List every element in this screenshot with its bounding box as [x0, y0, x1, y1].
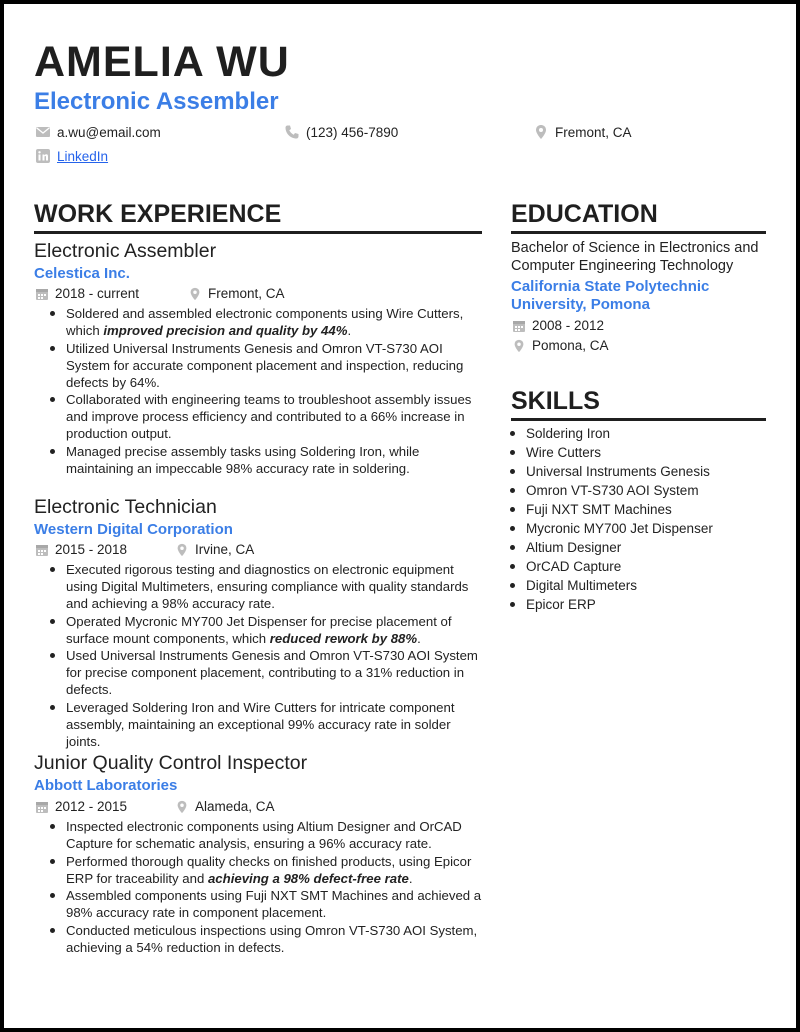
job-dates	[35, 542, 127, 557]
job-location	[175, 799, 275, 814]
bullet-item: Managed precise assembly tasks using Soldering Iron, while maintaining an impeccable 98% accuracy rate in soldering.	[66, 443, 484, 477]
skill-item: Epicor ERP	[526, 595, 713, 614]
skill-item: Altium Designer	[526, 538, 713, 557]
education-heading: EDUCATION	[511, 200, 766, 234]
degree: Bachelor of Science in Electronics and Computer Engineering Technology	[511, 240, 759, 274]
calendar-icon	[35, 287, 49, 301]
dates-text: 2008 - 2012	[532, 318, 605, 333]
skill-item: Fuji NXT SMT Machines	[526, 500, 713, 519]
map-pin-icon	[512, 339, 526, 353]
phone-icon	[284, 124, 300, 140]
skill-item: Digital Multimeters	[526, 576, 713, 595]
skill-item: Omron VT-S730 AOI System	[526, 481, 713, 500]
bullet-item: Inspected electronic components using Altium Designer and OrCAD Capture for schematic analysis, ensuring a 96% accuracy rate.	[66, 818, 484, 852]
education-location	[512, 338, 609, 353]
skills-heading: SKILLS	[511, 387, 766, 421]
education-dates	[512, 318, 604, 333]
linkedin-link[interactable]: LinkedIn	[57, 148, 109, 164]
bullet-item: Collaborated with engineering teams to troubleshoot assembly issues and improve process efficiency and contributed to a 66% increase in production output.	[66, 391, 484, 442]
job-bullets	[66, 561, 484, 750]
linkedin-icon	[35, 148, 51, 164]
skill-item: Wire Cutters	[526, 443, 713, 462]
bullet-item: Soldered and assembled electronic components using Wire Cutters, which improved precision and quality by 44%.	[66, 305, 484, 339]
calendar-icon	[35, 543, 49, 557]
job-title: Electronic Assembler	[34, 240, 217, 262]
company-name: Abbott Laboratories	[34, 777, 178, 794]
company-name: Western Digital Corporation	[34, 521, 233, 538]
skill-item: OrCAD Capture	[526, 557, 713, 576]
location-text: Irvine, CA	[195, 542, 255, 557]
job-dates	[35, 799, 127, 814]
bullet-item: Utilized Universal Instruments Genesis and Omron VT-S730 AOI System for accurate component placement and inspection, reducing defects by 64%.	[66, 340, 484, 391]
bullet-item: Assembled components using Fuji NXT SMT Machines and achieved a 98% accuracy rate in component placement.	[66, 887, 484, 921]
company-name: Celestica Inc.	[34, 265, 130, 282]
calendar-icon	[35, 800, 49, 814]
location-text: Fremont, CA	[555, 124, 632, 140]
job-dates	[35, 286, 139, 301]
email-text: a.wu@email.com	[57, 124, 161, 140]
location-text: Alameda, CA	[195, 799, 275, 814]
bullet-item: Executed rigorous testing and diagnostics on electronic equipment using Digital Multimeters, ensuring compliance with quality standards and achieving a 98% accuracy rate.	[66, 561, 484, 612]
phone-text: (123) 456-7890	[306, 124, 399, 140]
job-location	[175, 542, 254, 557]
candidate-title: Electronic Assembler	[34, 88, 279, 115]
map-pin-icon	[175, 543, 189, 557]
job-bullets	[66, 818, 484, 956]
job-title: Electronic Technician	[34, 496, 217, 518]
bullet-item: Operated Mycronic MY700 Jet Dispenser for precise placement of surface mount components, which reduced rework by 88%.	[66, 613, 484, 647]
bullet-item: Leveraged Soldering Iron and Wire Cutters for intricate component assembly, maintaining an exceptional 99% accuracy rate in solder joints.	[66, 699, 484, 750]
map-pin-icon	[533, 124, 549, 140]
calendar-icon	[512, 319, 526, 333]
bullet-item: Conducted meticulous inspections using Omron VT-S730 AOI System, achieving a 54% reduction in defects.	[66, 922, 484, 956]
envelope-icon	[35, 124, 51, 140]
resume-page	[4, 4, 796, 1028]
contact-linkedin	[35, 148, 108, 164]
job-title: Junior Quality Control Inspector	[34, 752, 308, 774]
candidate-name: AMELIA WU	[34, 38, 290, 86]
work-experience-heading: WORK EXPERIENCE	[34, 200, 482, 234]
location-text: Pomona, CA	[532, 338, 609, 353]
contact-location	[533, 124, 632, 140]
job-location	[188, 286, 285, 301]
dates-text: 2018 - current	[55, 286, 140, 301]
skill-item: Universal Instruments Genesis	[526, 462, 713, 481]
map-pin-icon	[188, 287, 202, 301]
bullet-item: Performed thorough quality checks on finished products, using Epicor ERP for traceability and achieving a 98% defect-free rate.	[66, 853, 484, 887]
skill-item: Mycronic MY700 Jet Dispenser	[526, 521, 713, 536]
skill-item: Soldering Iron	[526, 424, 713, 443]
school-name: California State Polytechnic University, Pomona	[511, 278, 710, 313]
contact-email	[35, 124, 161, 140]
job-bullets	[66, 305, 484, 477]
contact-phone	[284, 124, 398, 140]
bullet-item: Used Universal Instruments Genesis and Omron VT-S730 AOI System for precise component placement, contributing to a 31% reduction in defects.	[66, 647, 484, 698]
map-pin-icon	[175, 800, 189, 814]
dates-text: 2015 - 2018	[55, 542, 128, 557]
location-text: Fremont, CA	[208, 286, 285, 301]
skills-list	[526, 424, 713, 614]
dates-text: 2012 - 2015	[55, 799, 128, 814]
